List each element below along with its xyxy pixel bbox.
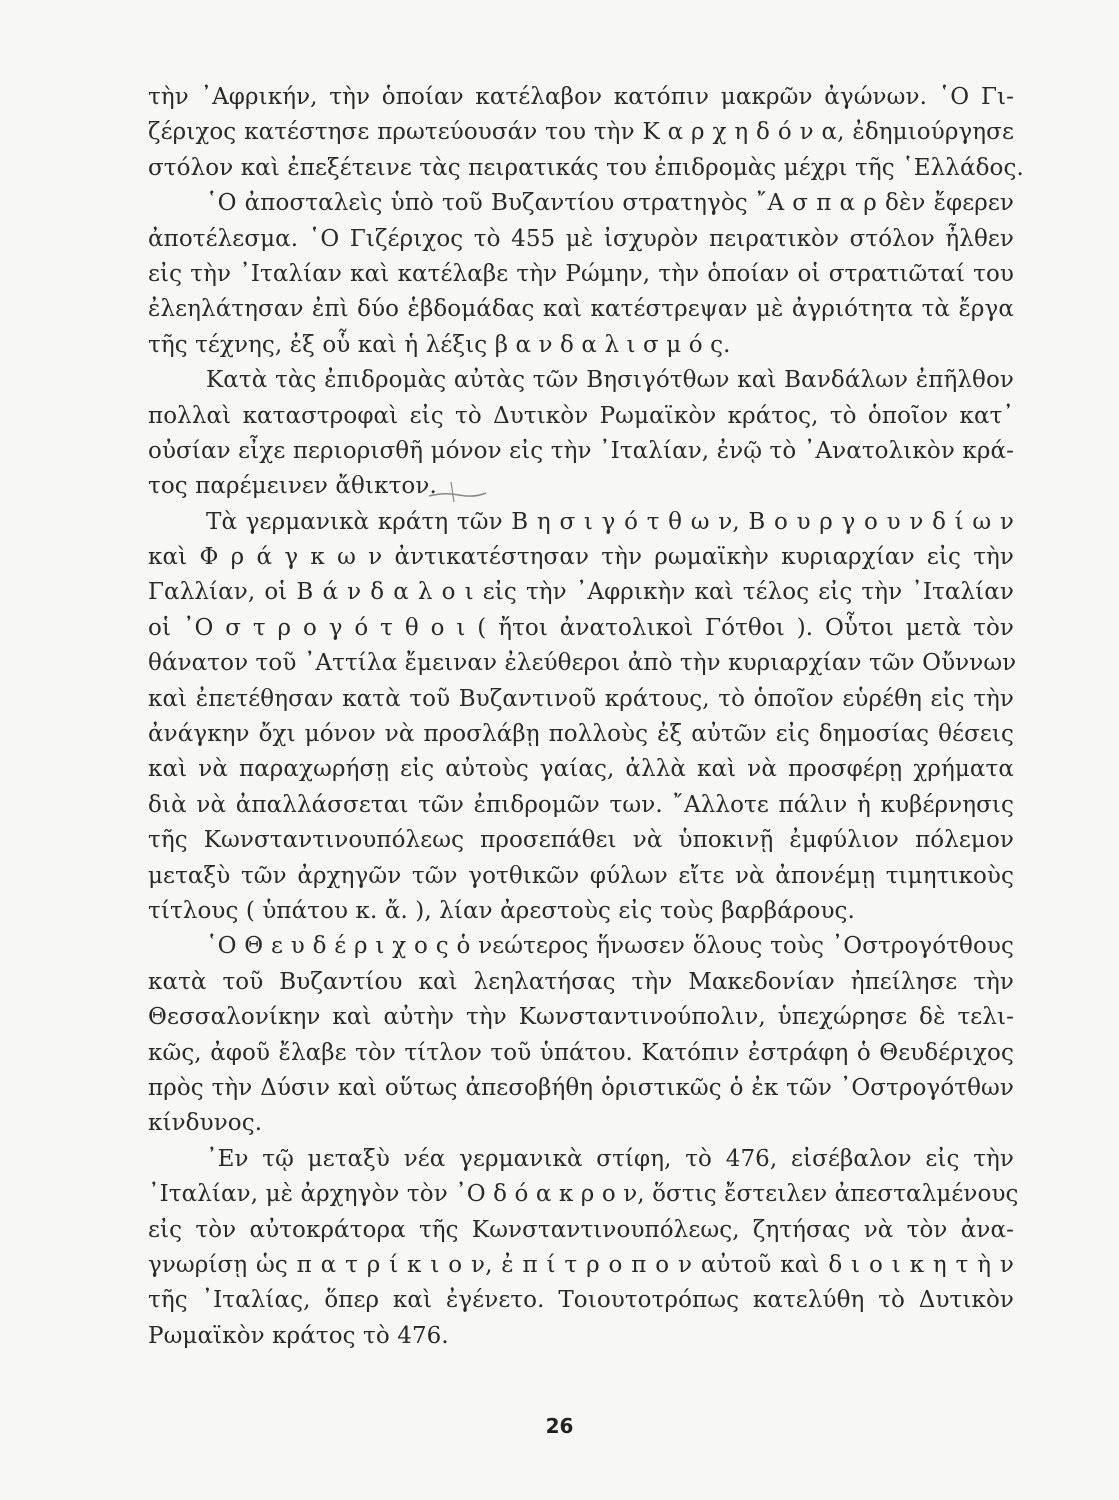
- text-line: καὶ Φ ρ ά γ κ ω ν ἀντικατέστησαν τὴν ρωμαϊκὴν κυριαρχίαν εἰς τὴν: [148, 544, 1014, 571]
- text-line: ᾿Ιταλίαν, μὲ ἀρχηγὸν τὸν ᾿Ο δ ό α κ ρ ο ν, ὅστις ἔστειλεν ἀπεσταλμένους: [148, 1181, 1019, 1208]
- text-line: ἀποτέλεσμα. ῾Ο Γιζέριχος τὸ 455 μὲ ἰσχυρὸν πειρατικὸν στόλον ἦλθεν: [148, 225, 1014, 252]
- text-line: Θεσσαλονίκην καὶ αὐτὴν τὴν Κωνσταντινούπολιν, ὑπεχώρησε δὲ τελι-: [148, 1004, 1014, 1031]
- text-line: Ρωμαϊκὸν κράτος τὸ 476.: [148, 1322, 449, 1349]
- text-line: ᾿Εν τῷ μεταξὺ νέα γερμανικὰ στίφη, τὸ 476, εἰσέβαλον εἰς τὴν: [206, 1145, 1014, 1172]
- text-line: γνωρίσῃ ὡς π α τ ρ ί κ ι ο ν, ἐ π ί τ ρ ο π ο ν αὐτοῦ καὶ δ ι ο ι κ η τ ὴ ν: [148, 1251, 1014, 1278]
- text-line: οἱ ᾿Ο σ τ ρ ο γ ό τ θ ο ι ( ἤτοι ἀνατολικοὶ Γότθοι ). Οὗτοι μετὰ τὸν: [148, 614, 1014, 641]
- text-line: κίνδυνος.: [148, 1110, 263, 1137]
- text-line: Τὰ γερμανικὰ κράτη τῶν Β η σ ι γ ό τ θ ω ν, Β ο υ ρ γ ο υ ν δ ί ω ν: [206, 508, 1014, 535]
- text-line: στόλον καὶ ἐπεξέτεινε τὰς πειρατικάς του ἐπιδρομὰς μέχρι τῆς ῾Ελλάδος.: [148, 154, 1024, 181]
- text-line: θάνατον τοῦ ᾿Αττίλα ἔμειναν ἐλεύθεροι ἀπὸ τὴν κυριαρχίαν τῶν Οὔννων: [148, 650, 1017, 677]
- text-line: Κατὰ τὰς ἐπιδρομὰς αὐτὰς τῶν Βησιγότθων καὶ Βανδάλων ἐπῆλθον: [206, 367, 1014, 394]
- text-line: καὶ ἐπετέθησαν κατὰ τοῦ Βυζαντινοῦ κράτους, τὸ ὁποῖον εὑρέθη εἰς τὴν: [148, 685, 1014, 712]
- text-line: τῆς Κωνσταντινουπόλεως προσεπάθει νὰ ὑποκινῇ ἐμφύλιον πόλεμον: [148, 827, 1014, 854]
- text-line: τος παρέμεινεν ἄθικτον.: [148, 473, 437, 500]
- text-line: Γαλλίαν, οἱ Β ά ν δ α λ ο ι εἰς τὴν ᾿Αφρικὴν καὶ τέλος εἰς τὴν ᾿Ιταλίαν: [148, 579, 1014, 606]
- text-line: τῆς ᾿Ιταλίας, ὅπερ καὶ ἐγένετο. Τοιουτοτρόπως κατελύθη τὸ Δυτικὸν: [148, 1287, 1014, 1314]
- text-line: μεταξὺ τῶν ἀρχηγῶν τῶν γοτθικῶν φύλων εἴτε νὰ ἀπονέμῃ τιμητικοὺς: [148, 862, 1014, 889]
- text-line: εἰς τὴν ᾿Ιταλίαν καὶ κατέλαβε τὴν Ρώμην, τὴν ὁποίαν οἱ στρατιῶταί του: [148, 260, 1014, 287]
- text-line: ζέριχος κατέστησε πρωτεύουσάν του τὴν Κ α ρ χ η δ ό ν α, ἐδημιούργησε: [148, 119, 1014, 146]
- text-line: διὰ νὰ ἀπαλλάσσεται τῶν ἐπιδρομῶν των. ῎Αλλοτε πάλιν ἡ κυβέρνησις: [148, 791, 1014, 818]
- text-line: κατὰ τοῦ Βυζαντίου καὶ λεηλατήσας τὴν Μακεδονίαν ἠπείλησε τὴν: [148, 968, 1014, 995]
- text-line: τῆς τέχνης, ἐξ οὗ καὶ ἡ λέξις β α ν δ α λ ι σ μ ό ς.: [148, 331, 731, 358]
- text-line: ἐλεηλάτησαν ἐπὶ δύο ἑβδομάδας καὶ κατέστρεψαν μὲ ἀγριότητα τὰ ἔργα: [148, 296, 1014, 323]
- text-line: τίτλους ( ὑπάτου κ. ἄ. ), λίαν ἀρεστοὺς εἰς τοὺς βαρβάρους.: [148, 897, 855, 924]
- page-number: 26: [545, 1414, 574, 1438]
- pencil-mark-icon: [424, 478, 494, 508]
- text-line: καὶ νὰ παραχωρήσῃ εἰς αὐτοὺς γαίας, ἀλλὰ καὶ νὰ προσφέρῃ χρήματα: [148, 756, 1014, 783]
- text-line: ῾Ο ἀποσταλεὶς ὑπὸ τοῦ Βυζαντίου στρατηγὸς ῎Α σ π α ρ δὲν ἔφερεν: [206, 190, 1014, 217]
- body-text: [148, 80, 1024, 1354]
- text-line: τὴν ᾿Αφρικήν, τὴν ὁποίαν κατέλαβον κατόπιν μακρῶν ἀγώνων. ῾Ο Γι-: [148, 84, 1014, 110]
- text-line: πρὸς τὴν Δύσιν καὶ οὕτως ἀπεσοβήθη ὁριστικῶς ὁ ἐκ τῶν ᾿Οστρογότθων: [148, 1074, 1014, 1101]
- text-line: οὐσίαν εἶχε περιορισθῆ μόνον εἰς τὴν ᾿Ιταλίαν, ἐνῷ τὸ ᾿Ανατολικὸν κρά-: [148, 437, 1014, 464]
- text-line: ἀνάγκην ὄχι μόνον νὰ προσλάβῃ πολλοὺς ἐξ αὐτῶν εἰς δημοσίας θέσεις: [148, 721, 1014, 748]
- text-line: ῾Ο Θ ε υ δ έ ρ ι χ ο ς ὁ νεώτερος ἥνωσεν ὅλους τοὺς ᾿Οστρογότθους: [206, 933, 1014, 960]
- text-line: πολλαὶ καταστροφαὶ εἰς τὸ Δυτικὸν Ρωμαϊκὸν κράτος, τὸ ὁποῖον κατ᾿: [148, 402, 1014, 429]
- text-line: κῶς, ἀφοῦ ἔλαβε τὸν τίτλον τοῦ ὑπάτου. Κατόπιν ἐστράφη ὁ Θευδέριχος: [148, 1039, 1014, 1066]
- text-line: εἰς τὸν αὐτοκράτορα τῆς Κωνσταντινουπόλεως, ζητήσας νὰ τὸν ἀνα-: [148, 1216, 1014, 1243]
